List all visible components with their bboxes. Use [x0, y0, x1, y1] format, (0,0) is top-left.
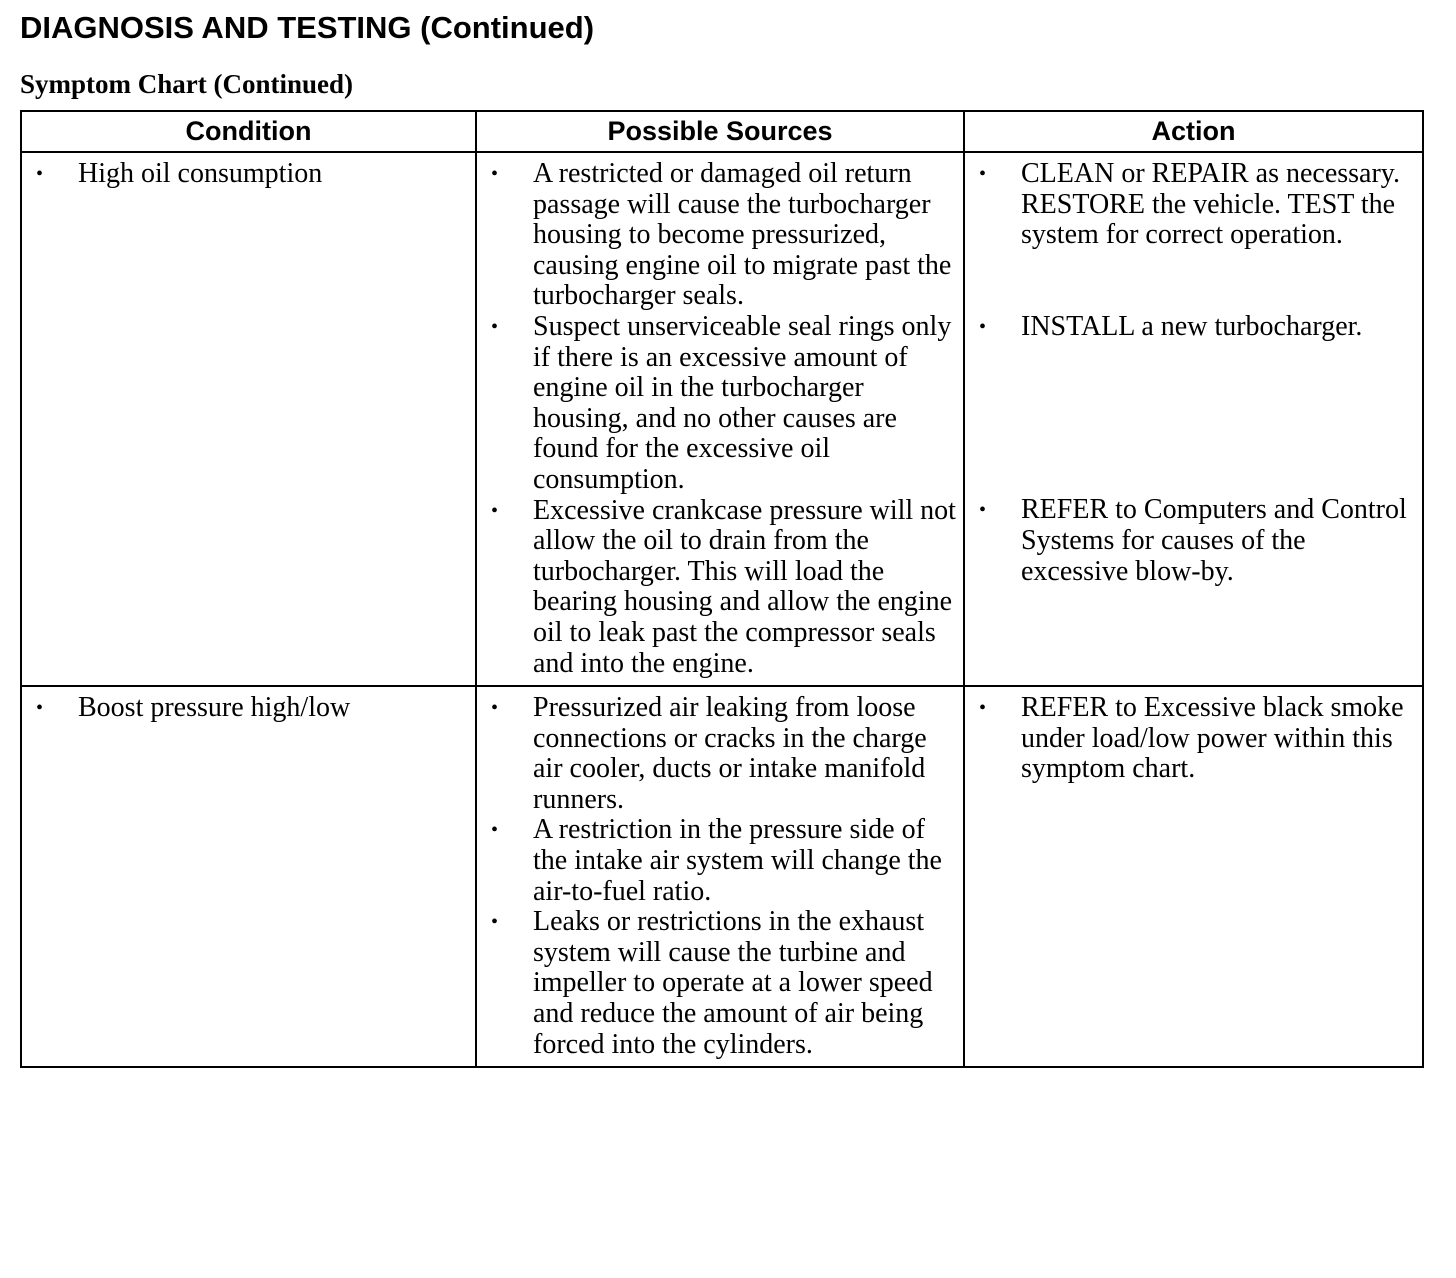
action-item	[965, 495, 1422, 587]
column-header-condition: Condition	[21, 111, 476, 152]
bullet-icon: •	[979, 499, 987, 522]
possible-sources-cell	[476, 686, 964, 1067]
action-text: REFER to Excessive black smoke under load/low power within this symptom chart.	[1021, 692, 1404, 785]
condition-item	[22, 693, 475, 724]
bullet-icon: •	[36, 697, 44, 720]
bullet-icon: •	[491, 911, 499, 934]
bullet-icon: •	[979, 163, 987, 185]
source-text: Excessive crankcase pressure will not allow the oil to drain from the turbocharger. This will load the bearing housing and allow the engine oil to leak past the compressor seals and into the engine.	[533, 494, 956, 679]
table-row	[21, 152, 1423, 686]
source-item	[477, 312, 963, 496]
table-row	[21, 686, 1423, 1067]
source-text: A restricted or damaged oil return passage will cause the turbocharger housing to become pressurized, causing engine oil to migrate past the turbocharger seals.	[533, 158, 952, 312]
symptom-chart-table	[20, 110, 1424, 1068]
condition-cell	[21, 152, 476, 686]
action-cell	[964, 686, 1423, 1067]
source-text: Suspect unserviceable seal rings only if there is an excessive amount of engine oil in the turbocharger housing, and no other causes are found for the excessive oil consumption.	[533, 310, 952, 495]
condition-item	[22, 159, 475, 190]
possible-sources-cell	[476, 152, 964, 686]
document-page	[20, 8, 1422, 1068]
action-item	[965, 312, 1422, 343]
source-item	[477, 693, 963, 815]
source-item	[477, 815, 963, 907]
table-header-row	[21, 111, 1423, 152]
source-text: Leaks or restrictions in the exhaust system will cause the turbine and impeller to operate at a lower speed and reduce the amount of air being forced into the cylinders.	[533, 906, 933, 1060]
section-title: DIAGNOSIS AND TESTING (Continued)	[20, 10, 595, 45]
column-header-possible-sources: Possible Sources	[476, 111, 964, 152]
action-item	[965, 693, 1422, 785]
column-header-action: Action	[964, 111, 1423, 152]
source-text: Pressurized air leaking from loose connections or cracks in the charge air cooler, ducts or intake manifold runners.	[533, 692, 927, 815]
bullet-icon: •	[979, 697, 987, 720]
action-text: REFER to Computers and Control Systems for causes of the excessive blow-by.	[1021, 494, 1407, 587]
bullet-icon: •	[491, 499, 499, 522]
source-item	[477, 159, 963, 312]
source-item	[477, 496, 963, 680]
condition-cell	[21, 686, 476, 1067]
action-cell	[964, 152, 1423, 686]
bullet-icon: •	[979, 315, 987, 338]
bullet-icon: •	[36, 163, 44, 185]
source-text: A restriction in the pressure side of the intake air system will change the air-to-fuel ratio.	[533, 814, 942, 907]
subsection-title: Symptom Chart (Continued)	[20, 69, 354, 99]
bullet-icon: •	[491, 315, 499, 338]
action-text: INSTALL a new turbocharger.	[1021, 310, 1363, 342]
action-item	[965, 159, 1422, 251]
bullet-icon: •	[491, 819, 499, 842]
condition-text: Boost pressure high/low	[78, 692, 351, 724]
bullet-icon: •	[491, 697, 499, 720]
condition-text: High oil consumption	[78, 158, 323, 189]
source-item	[477, 907, 963, 1060]
bullet-icon: •	[491, 163, 499, 185]
action-text: CLEAN or REPAIR as necessary. RESTORE the vehicle. TEST the system for correct operation.	[1021, 158, 1400, 251]
